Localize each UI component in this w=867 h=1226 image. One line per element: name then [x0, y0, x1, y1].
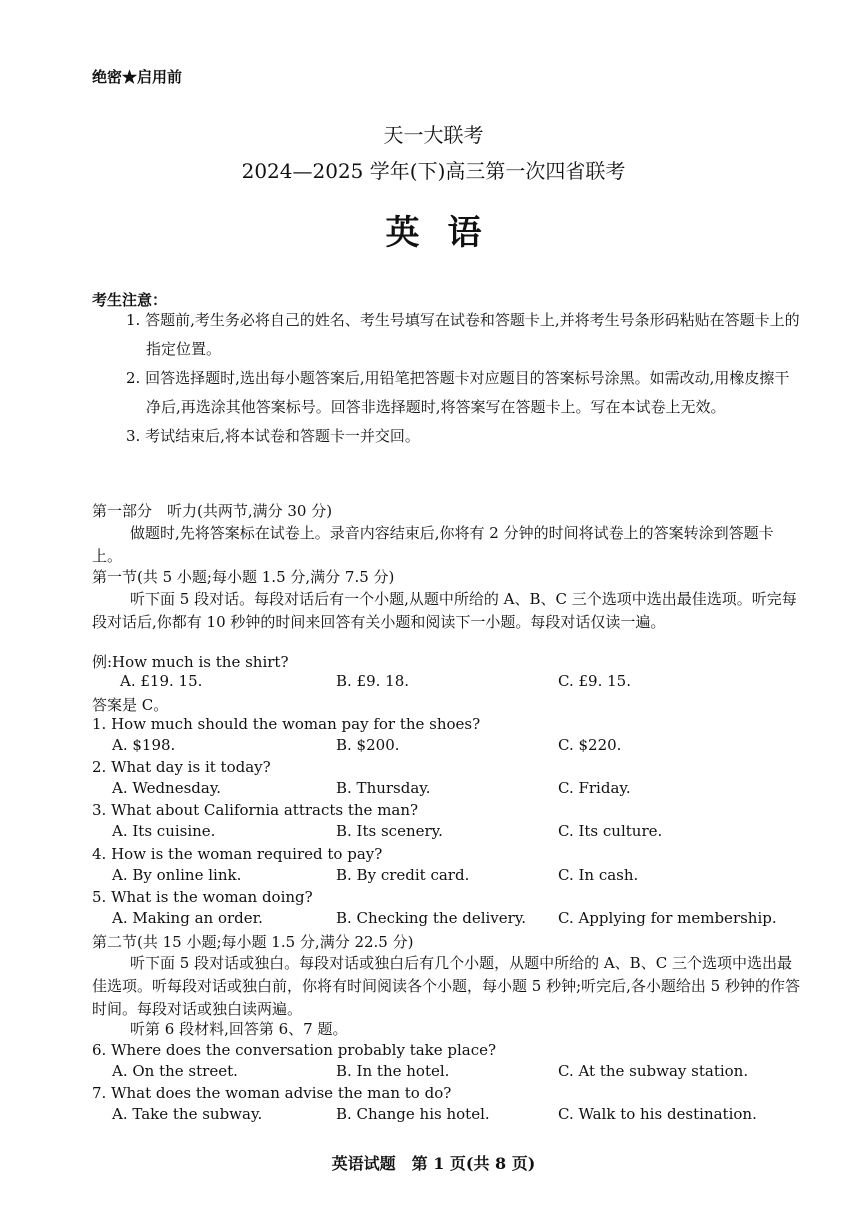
question-4-option-c: C. In cash. — [558, 866, 639, 884]
question-4-option-a: A. By online link. — [112, 866, 242, 884]
question-7-option-a: A. Take the subway. — [112, 1105, 263, 1123]
question-5-option-b: B. Checking the delivery. — [336, 909, 527, 927]
question-4: 4. How is the woman required to pay? — [92, 845, 383, 863]
question-6: 6. Where does the conversation probably take place? — [92, 1041, 497, 1059]
question-1-option-a: A. $198. — [112, 736, 176, 754]
question-1: 1. How much should the woman pay for the shoes? — [92, 715, 481, 733]
question-1-option-b: B. $200. — [336, 736, 400, 754]
part1-intro: 做题时,先将答案标在试卷上。录音内容结束后,你将有 2 分钟的时间将试卷上的答案转涂到答题卡上。 — [92, 524, 774, 565]
question-2-option-b: B. Thursday. — [336, 779, 431, 797]
section2-intro: 听下面 5 段对话或独白。每段对话或独白后有几个小题，从题中所给的 A、B、C 三个选项中选出最佳选项。听每段对话或独白前，你将有时间阅读各个小题，每小题 5 秒钟;听完后,各小题给出 5 秒钟的作答时间。每段对话或独白读两遍。 — [92, 954, 800, 1018]
question-7-option-c: C. Walk to his destination. — [558, 1105, 757, 1123]
question-1-option-c: C. $220. — [558, 736, 622, 754]
notice-item: 1. 答题前,考生务必将自己的姓名、考生号填写在试卷和答题卡上,并将考生号条形码粘贴在答题卡上的指定位置。 — [126, 311, 800, 358]
section2-material: 听第 6 段材料,回答第 6、7 题。 — [130, 1020, 348, 1038]
question-3-option-b: B. Its scenery. — [336, 822, 443, 840]
question-3-option-c: C. Its culture. — [558, 822, 663, 840]
example-option-a: A. £19. 15. — [120, 672, 203, 690]
exam-organizer: 天一大联考 — [383, 123, 484, 147]
subject-title: 英语 — [385, 213, 510, 253]
question-2-option-c: C. Friday. — [558, 779, 631, 797]
question-2: 2. What day is it today? — [92, 758, 271, 776]
question-7: 7. What does the woman advise the man to do? — [92, 1084, 452, 1102]
example-question: 例:How much is the shirt? — [92, 653, 289, 671]
question-4-option-b: B. By credit card. — [336, 866, 470, 884]
example-option-b: B. £9. 18. — [336, 672, 410, 690]
question-2-option-a: A. Wednesday. — [112, 779, 222, 797]
question-3-option-a: A. Its cuisine. — [112, 822, 216, 840]
page-footer: 英语试题 第 1 页(共 8 页) — [331, 1154, 536, 1173]
notice-list — [126, 306, 804, 451]
question-6-option-a: A. On the street. — [112, 1062, 238, 1080]
question-6-option-b: B. In the hotel. — [336, 1062, 450, 1080]
question-5: 5. What is the woman doing? — [92, 888, 313, 906]
example-answer: 答案是 C。 — [92, 696, 169, 714]
notice-item: 3. 考试结束后,将本试卷和答题卡一并交回。 — [126, 427, 420, 445]
question-5-option-c: C. Applying for membership. — [558, 909, 777, 927]
confidential-label: 绝密★启用前 — [92, 68, 183, 86]
question-6-option-c: C. At the subway station. — [558, 1062, 749, 1080]
question-7-option-b: B. Change his hotel. — [336, 1105, 490, 1123]
section1-title: 第一节(共 5 小题;每小题 1.5 分,满分 7.5 分) — [92, 568, 395, 586]
example-option-c: C. £9. 15. — [558, 672, 631, 690]
section2-title: 第二节(共 15 小题;每小题 1.5 分,满分 22.5 分) — [92, 933, 414, 951]
part1-title: 第一部分 听力(共两节,满分 30 分) — [92, 502, 333, 520]
question-5-option-a: A. Making an order. — [112, 909, 263, 927]
exam-title: 2024—2025 学年(下)高三第一次四省联考 — [241, 159, 626, 183]
notice-title: 考生注意： — [92, 291, 168, 309]
section1-intro: 听下面 5 段对话。每段对话后有一个小题,从题中所给的 A、B、C 三个选项中选出最佳选项。听完每段对话后,你都有 10 秒钟的时间来回答有关小题和阅读下一小题。每段对话仅读一遍。 — [92, 590, 797, 631]
notice-item: 2. 回答选择题时,选出每小题答案后,用铅笔把答题卡对应题目的答案标号涂黑。如需改动,用橡皮擦干净后,再选涂其他答案标号。回答非选择题时,将答案写在答题卡上。写在本试卷上无效。 — [126, 369, 790, 416]
question-3: 3. What about California attracts the man? — [92, 801, 419, 819]
